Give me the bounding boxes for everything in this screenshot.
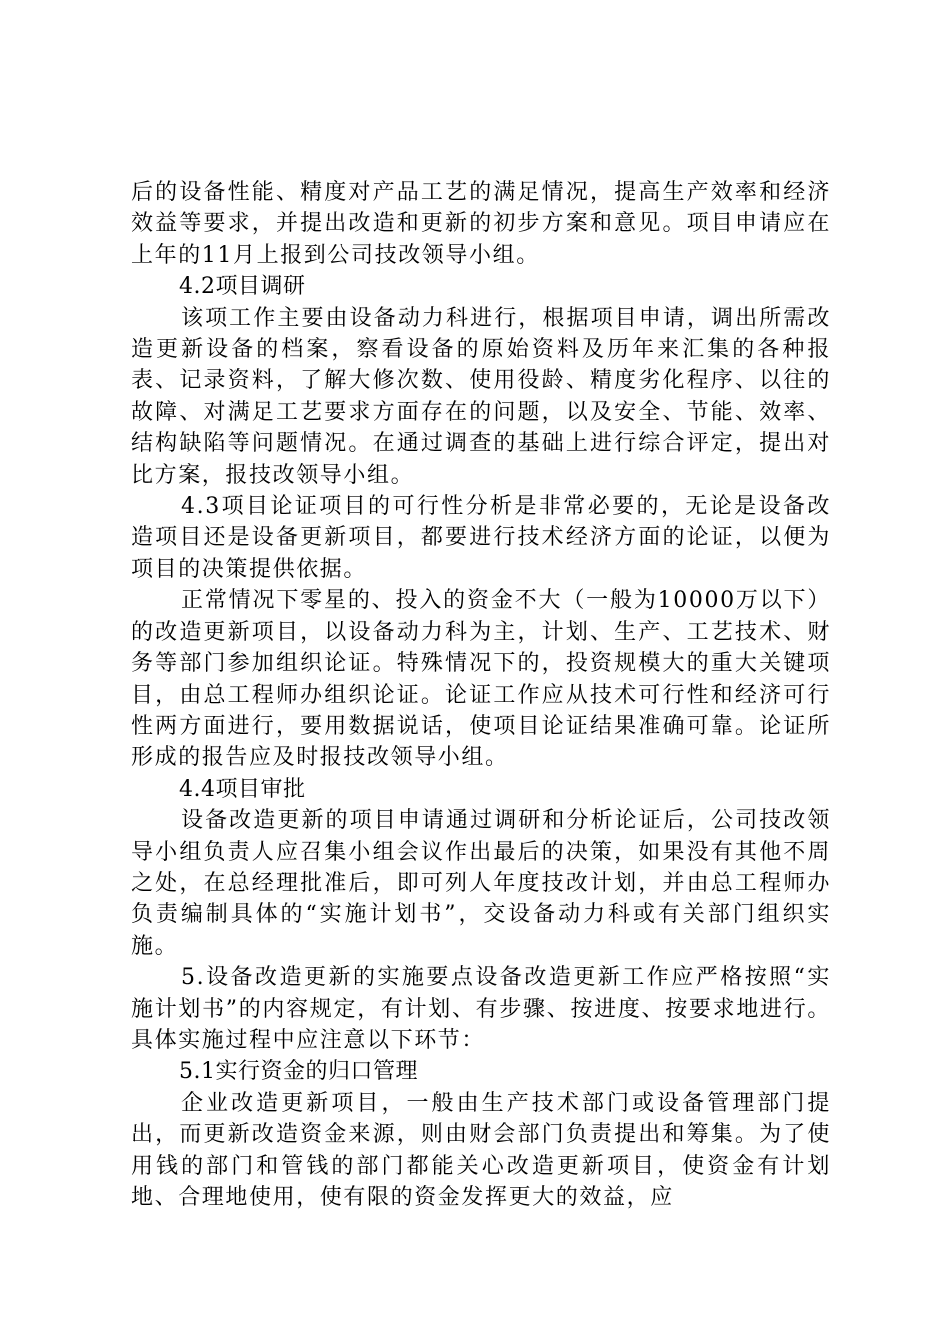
section-heading-4-2: 4.2项目调研 [179, 274, 306, 300]
paragraph: 4.3项目论证项目的可行性分析是非常必要的，无论是设备改造项目还是设备更新项目，都要进行技术经济方面的论证，以便为项目的决策提供依据。 [131, 494, 831, 582]
paragraph: 企业改造更新项目，一般由生产技术部门或设备管理部门提出，而更新改造资金来源，则由财会部门负责提出和筹集。为了使用钱的部门和管钱的部门都能关心改造更新项目，使资金有计划地、合理地使用，使有限的资金发挥更大的效益，应 [131, 1090, 831, 1210]
paragraph: 5.设备改造更新的实施要点设备改造更新工作应严格按照“实施计划书”的内容规定，有计划、有步骤、按进度、按要求地进行。具体实施过程中应注意以下环节： [131, 965, 831, 1053]
paragraph: 正常情况下零星的、投入的资金不大（一般为10000万以下）的改造更新项目，以设备动力科为主，计划、生产、工艺技术、财务等部门参加组织论证。特殊情况下的，投资规模大的重大关键项目，由总工程师办组织论证。论证工作应从技术可行性和经济可行性两方面进行，要用数据说话，使项目论证结果准确可靠。论证所形成的报告应及时报技改领导小组。 [131, 588, 831, 771]
section-heading-5-1: 5.1实行资金的归口管理 [179, 1059, 418, 1085]
paragraph: 设备改造更新的项目申请通过调研和分析论证后，公司技改领导小组负责人应召集小组会议作出最后的决策，如果没有其他不周之处，在总经理批准后，即可列人年度技改计划，并由总工程师办负责编制具体的“实施计划书”，交设备动力科或有关部门组织实施。 [131, 808, 831, 959]
section-heading-4-4: 4.4项目审批 [179, 776, 306, 802]
paragraph: 后的设备性能、精度对产品工艺的满足情况，提高生产效率和经济效益等要求，并提出改造和更新的初步方案和意见。项目申请应在上年的11月上报到公司技改领导小组。 [131, 180, 831, 268]
paragraph: 该项工作主要由设备动力科进行，根据项目申请，调出所需改造更新设备的档案，察看设备的原始资料及历年来汇集的各种报表、记录资料，了解大修次数、使用役龄、精度劣化程序、以往的故障、对满足工艺要求方面存在的问题，以及安全、节能、效率、结构缺陷等问题情况。在通过调查的基础上进行综合评定，提出对比方案，报技改领导小组。 [131, 305, 831, 488]
document-body [131, 177, 831, 1213]
